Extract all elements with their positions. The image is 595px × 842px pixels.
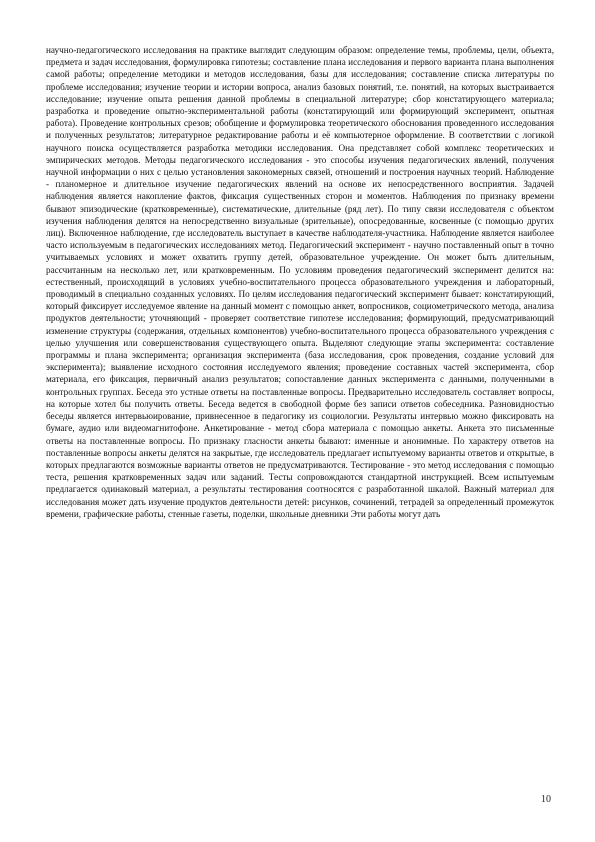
body-paragraph: научно-педагогического исследования на практике выглядит следующим образом: определение темы, проблемы, цели, объекта, предмета и задач исследования, формулировка гипотезы; составление плана исследования и первого варианта плана выполнения самой работы; определение методики и методов исследования, базы для исследования; составление списка литературы по проблеме исследования; изучение теории и истории вопроса, анализ базовых понятий, т.е. понятий, на которых выстраивается исследование; изучение опыта решения данной проблемы в специальной литературе; сбор констатирующего материала; разработка и проведение опытно-экспериментальной работы (констатирующий или формирующий эксперимент, опытная работа). Проведение контрольных срезов; обобщение и формулировка теоретического обоснования проведенного исследования и полученных результатов; литературное редактирование работы и её компьютерное оформление. В соответствии с логикой научного поиска осуществляется разработка методики исследования. Она представляет собой комплекс теоретических и эмпирических методов. Методы педагогического исследования - это способы изучения педагогических явлений, получения научной информации о них с целью установления закономерных связей, отношений и построения научных теорий. Наблюдение - планомерное и длительное изучение педагогических явлений на основе их непосредственного восприятия. Задачей наблюдения является накопление фактов, фиксация существенных сторон и моментов. Наблюдения по признаку времени бывают эпизодические (кратковременные), систематические, длительные (ряд лет). По типу связи исследователя с объектом изучения наблюдения делятся на непосредственно визуальные (зрительные), опосредованные, косвенные (с помощью других лиц). Включенное наблюдение, где исследователь выступает в качестве наблюдателя-участника. Наблюдение является наиболее часто используемым в педагогических исследованиях метод. Педагогический эксперимент - научно поставленный опыт в точно учитываемых условиях и может охватить группу детей, образовательное учреждение. Он может быть длительным, рассчитанным на несколько лет, или кратковременным. По условиям проведения педагогический эксперимент делится на: естественный, происходящий в условиях учебно-воспитательного процесса образовательного учреждения и лабораторный, проводимый в специально созданных условиях. По целям исследования педагогический эксперимент бывает: констатирующий, который фиксирует исследуемое явление на данный момент с помощью анкет, вопросников, социометрического метода, анализа продуктов деятельности; уточняющий - проверяет соответствие гипотезе исследования; формирующий, предусматривающий изменение структуры (содержания, отдельных компонентов) учебно-воспитательного процесса образовательного учреждения с целью улучшения или совершенствования существующего опыта. Выделяют следующие этапы эксперимента: составление программы и плана эксперимента; организация эксперимента (база исследования, срок проведения, создание условий для эксперимента); выявление исходного состояния исследуемого явления; проведение составных частей эксперимента, сбор материала, его фиксация, первичный анализ результатов; сопоставление данных эксперимента с данными, полученными в контрольных группах. Беседа это устные ответы на поставленные вопросы. Предварительно исследователь составляет вопросы, на которые хотел бы получить ответы. Беседа ведется в свободной форме без записи ответов собеседника. Разновидностью беседы является интервьюирование, привнесенное в педагогику из социологии. Результаты интервью можно фиксировать на бумаге, аудио или видеомагнитофоне. Анкетирование - метод сбора материала с помощью анкеты. Анкета это письменные ответы на поставленные вопросы. По признаку гласности анкеты бывают: именные и анонимные. По характеру ответов на поставленные вопросы анкеты делятся на закрытые, где исследователь предлагает испытуемому варианты ответов и открытые, в которых предлагаются возможные варианты ответов не предусматриваются. Тестирование - это метод исследования с помощью теста, решения кратковременных задач или заданий. Тесты сопровождаются стандартной инструкцией. Всем испытуемым предлагается одинаковый материал, а результаты тестирования соотносятся с разработанной шкалой. Важный материал для исследования может дать изучение продуктов деятельности детей: рисунков, сочинений, тетрадей за определенный промежуток времени, графические работы, стенные газеты, поделки, школьные дневники Эти работы могут дать [46, 45, 554, 519]
page-number: 10 [541, 794, 551, 805]
body-text-block [46, 44, 554, 520]
